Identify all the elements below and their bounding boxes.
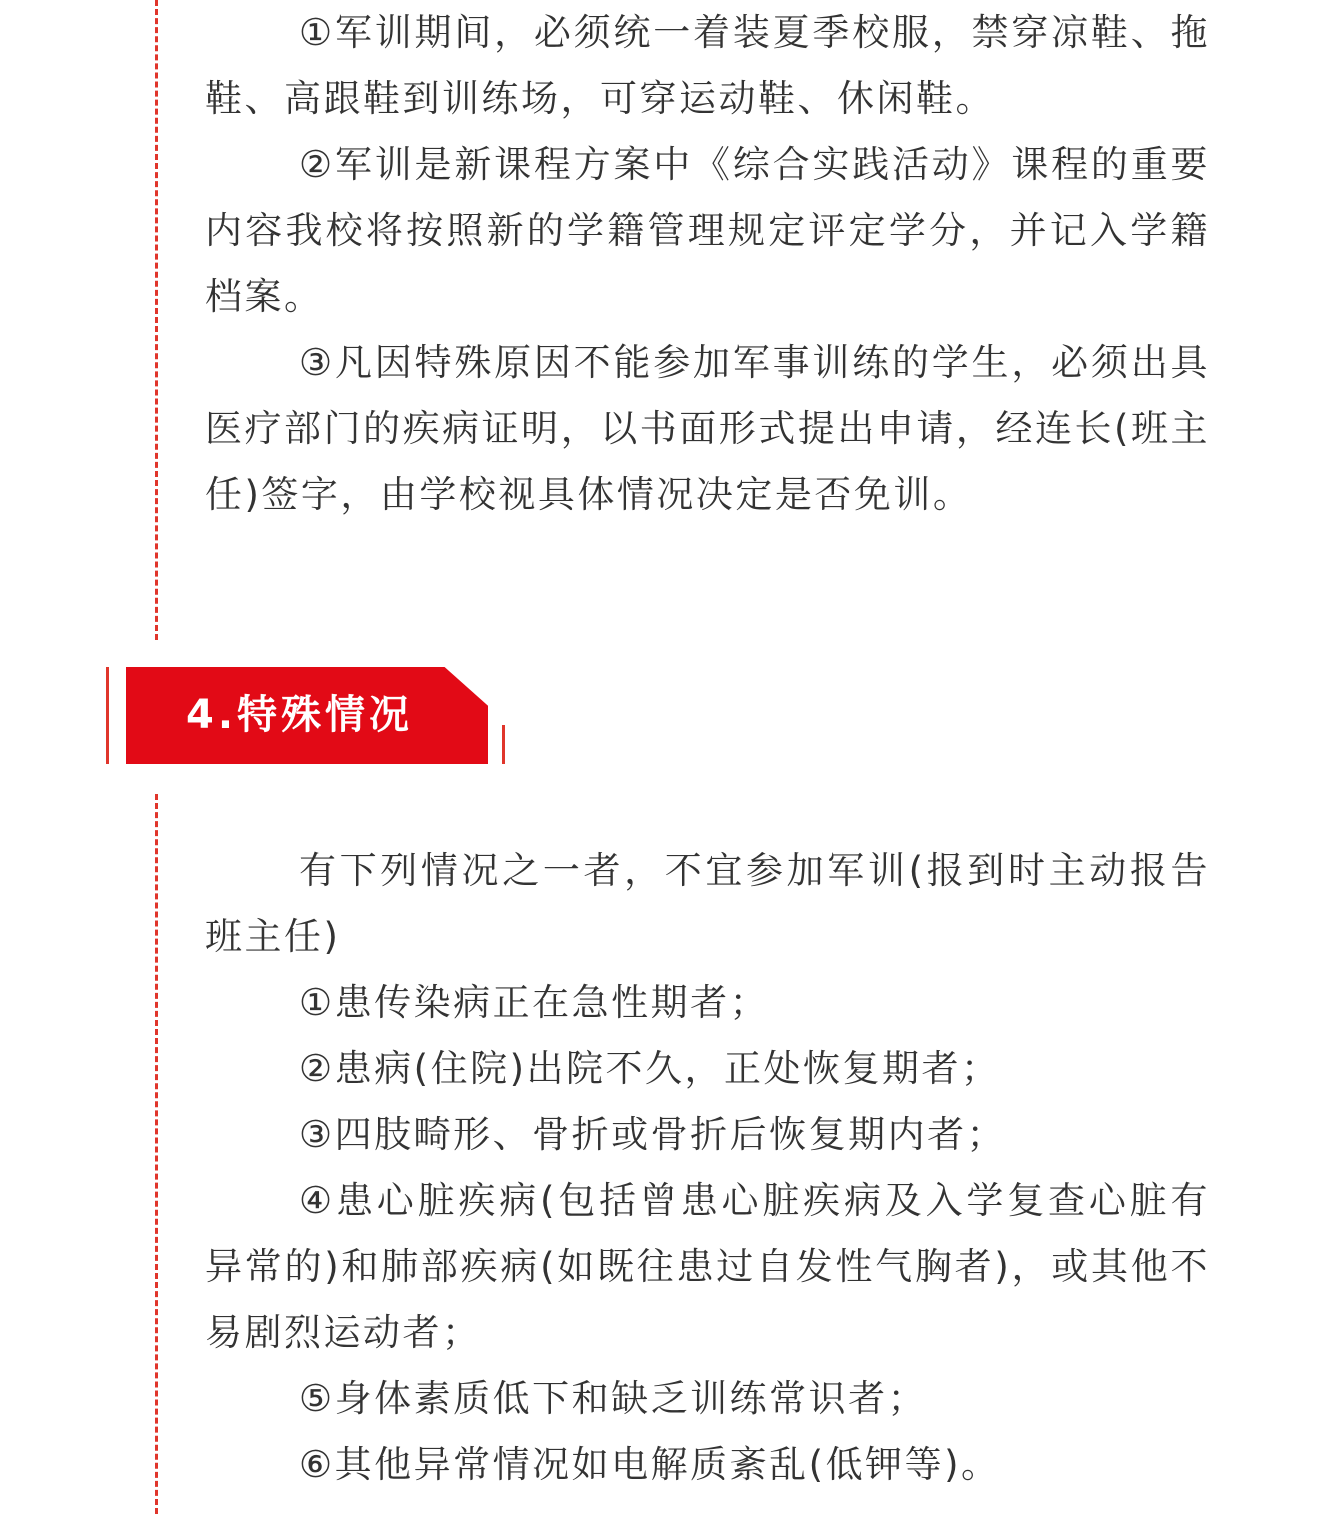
condition-item-5: ⑤身体素质低下和缺乏训练常识者； (299, 1377, 928, 1420)
paragraph-item-3: ③凡因特殊原因不能参加军事训练的学生，必须出具医疗部门的疾病证明，以书面形式提出申请，经连长(班主任)签字，由学校视具体情况决定是否免训。 (205, 341, 1210, 516)
section-heading (106, 667, 508, 764)
condition-item-6: ⑥其他异常情况如电解质紊乱(低钾等)。 (299, 1443, 1001, 1486)
timeline-dashed-line-bottom (155, 794, 158, 1514)
special-situations-content (205, 838, 1210, 1498)
condition-item-1: ①患传染病正在急性期者； (299, 981, 770, 1024)
condition-item-3: ③四肢畸形、骨折或骨折后恢复期内者； (299, 1113, 1007, 1156)
heading-right-bar (502, 725, 505, 764)
timeline-dashed-line-top (155, 0, 158, 640)
paragraph-item-2: ②军训是新课程方案中《综合实践活动》课程的重要内容我校将按照新的学籍管理规定评定学分，并记入学籍档案。 (205, 143, 1210, 318)
heading-left-bar (106, 667, 109, 764)
paragraph-item-1: ①军训期间，必须统一着装夏季校服，禁穿凉鞋、拖鞋、高跟鞋到训练场，可穿运动鞋、休闲鞋。 (205, 11, 1210, 120)
intro-paragraph: 有下列情况之一者，不宜参加军训(报到时主动报告班主任) (205, 849, 1210, 958)
condition-item-4: ④患心脏疾病(包括曾患心脏疾病及入学复查心脏有异常的)和肺部疾病(如既往患过自发性气胸者)，或其他不易剧烈运动者； (205, 1179, 1210, 1354)
previous-section-content (205, 0, 1210, 528)
section-title: 4.特殊情况 (186, 692, 414, 738)
condition-item-2: ②患病(住院)出院不久，正处恢复期者； (299, 1047, 1001, 1090)
